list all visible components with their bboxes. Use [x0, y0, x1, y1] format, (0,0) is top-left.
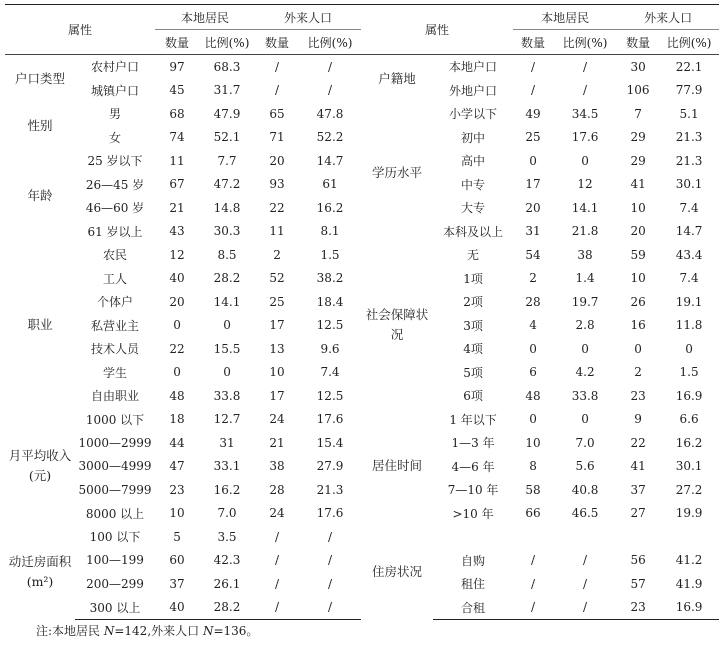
right-local-ratio: 5.6	[575, 459, 595, 474]
left-row-label: 1000 以下	[85, 412, 145, 427]
right-row-label: 初中	[461, 130, 486, 145]
right-local-count: /	[531, 83, 536, 98]
right-local-count: 2	[529, 271, 537, 286]
right-row-label: >10 年	[452, 506, 494, 521]
right-local-ratio	[553, 525, 617, 549]
left-row-label: 技术人员	[91, 342, 140, 357]
right-migrant-ratio: 1.5	[679, 365, 699, 380]
right-local-count: 10	[525, 435, 541, 450]
left-row-label: 1000—2999	[78, 435, 152, 450]
right-migrant-header: 外来人口	[617, 5, 719, 30]
right-row-label: 1项	[463, 271, 483, 286]
right-migrant-count: 23	[617, 596, 659, 620]
left-migrant-header: 外来人口	[255, 5, 361, 30]
left-migrant-ratio: 52.2	[316, 130, 344, 145]
right-row-label: 6项	[463, 389, 483, 404]
table-row	[5, 525, 719, 549]
left-local-ratio: 15.5	[213, 341, 241, 356]
survey-table	[5, 4, 719, 620]
right-local-header: 本地居民	[513, 5, 617, 30]
right-local-count: 0	[529, 153, 537, 168]
right-row-label: 1—3 年	[451, 436, 495, 451]
left-migrant-ratio: 38.2	[316, 271, 344, 286]
left-migrant-count: /	[275, 529, 280, 544]
left-local-ratio: 52.1	[213, 130, 241, 145]
left-local-ratio: 8.5	[217, 247, 237, 262]
left-migrant-ratio: 1.5	[320, 247, 340, 262]
note-migrant-n-value: =136。	[213, 624, 259, 638]
left-row-label: 农民	[103, 248, 128, 263]
left-row-label: 女	[109, 130, 122, 145]
right-row-label: 4项	[463, 342, 483, 357]
left-local-count: 37	[169, 576, 185, 591]
left-local-ratio: 47.2	[213, 177, 241, 192]
left-migrant-ratio: 15.4	[316, 435, 344, 450]
left-migrant-count: 20	[269, 153, 285, 168]
left-local-ratio: 3.5	[217, 529, 237, 544]
right-local-ratio: 7.0	[575, 435, 595, 450]
right-local-count: /	[531, 553, 536, 568]
left-row-label: 300 以上	[75, 596, 155, 620]
left-row-label: 3000—4999	[78, 459, 152, 474]
left-row-label: 100 以下	[89, 530, 141, 545]
note-local-n-value: =142,外来人口	[114, 624, 203, 638]
right-migrant-count: 27	[630, 506, 646, 521]
left-group-label: 月平均收入(元)	[8, 448, 72, 484]
left-local-count: 47	[169, 459, 185, 474]
left-migrant-count: 17	[269, 318, 285, 333]
right-local-ratio: 4.2	[575, 365, 595, 380]
right-migrant-ratio-header: 比例(%)	[659, 30, 719, 55]
left-migrant-count: /	[275, 553, 280, 568]
right-row-label	[433, 525, 513, 549]
left-local-ratio: 33.8	[213, 388, 241, 403]
right-migrant-ratio: 27.2	[675, 482, 703, 497]
right-local-count: 58	[525, 482, 541, 497]
right-group-label: 户籍地	[378, 70, 416, 86]
left-migrant-ratio: /	[328, 83, 333, 98]
right-local-count: 4	[529, 318, 537, 333]
right-row-label: 2项	[463, 295, 483, 310]
left-attr-header: 属性	[5, 5, 155, 55]
right-local-count: 8	[529, 459, 537, 474]
left-local-ratio-header: 比例(%)	[199, 30, 255, 55]
right-migrant-ratio: 41.2	[675, 553, 703, 568]
left-row-label: 46—60 岁	[85, 201, 145, 216]
left-migrant-ratio: 9.6	[320, 341, 340, 356]
right-migrant-count: 10	[630, 200, 646, 215]
left-migrant-count: /	[275, 576, 280, 591]
left-local-count: 68	[169, 106, 185, 121]
right-local-ratio: /	[583, 83, 588, 98]
table-row	[5, 55, 719, 79]
left-migrant-ratio: 12.5	[316, 318, 344, 333]
left-group-label: 动迁房面积(m²)	[8, 554, 72, 590]
left-local-ratio: 0	[223, 318, 231, 333]
left-migrant-count: 93	[269, 177, 285, 192]
right-row-label: 自购	[461, 553, 486, 568]
left-group-label: 户口类型	[14, 70, 65, 86]
right-local-ratio: 38	[577, 247, 593, 262]
right-migrant-count: 0	[634, 341, 642, 356]
right-local-count: 48	[525, 388, 541, 403]
right-row-label: 4—6 年	[451, 459, 495, 474]
right-migrant-count: 29	[630, 153, 646, 168]
right-local-ratio: /	[583, 576, 588, 591]
left-row-label: 学生	[103, 365, 128, 380]
right-migrant-count: 26	[630, 294, 646, 309]
left-local-count: 23	[169, 482, 185, 497]
left-group-label: 年龄	[27, 188, 53, 203]
right-migrant-count: 30	[630, 59, 646, 74]
right-local-count	[513, 525, 553, 549]
right-migrant-ratio	[659, 525, 719, 549]
right-local-count: 66	[525, 506, 541, 521]
left-local-count: 45	[169, 83, 185, 98]
right-local-ratio: /	[583, 59, 588, 74]
left-row-label: 200—299	[86, 576, 144, 591]
left-migrant-count: 21	[269, 435, 285, 450]
table-note	[36, 622, 258, 639]
left-local-ratio: 16.2	[213, 482, 241, 497]
right-local-count: 20	[525, 200, 541, 215]
left-migrant-ratio: 17.6	[316, 506, 344, 521]
right-migrant-ratio: 77.9	[675, 83, 703, 98]
left-row-label: 8000 以上	[85, 506, 145, 521]
left-local-ratio: 42.3	[213, 553, 241, 568]
table-body	[5, 5, 719, 620]
right-local-ratio-header: 比例(%)	[553, 30, 617, 55]
right-row-label: 5项	[463, 365, 483, 380]
right-local-ratio: 40.8	[571, 482, 599, 497]
left-migrant-ratio-header: 比例(%)	[299, 30, 361, 55]
left-migrant-ratio: 61	[322, 177, 338, 192]
right-migrant-ratio: 16.9	[659, 596, 719, 620]
right-migrant-count: 20	[630, 224, 646, 239]
right-local-ratio: 0	[581, 412, 589, 427]
right-local-count: 0	[529, 412, 537, 427]
right-migrant-ratio: 22.1	[675, 59, 703, 74]
left-migrant-count: 24	[269, 412, 285, 427]
left-migrant-count: 17	[269, 388, 285, 403]
left-migrant-count: 52	[269, 271, 285, 286]
left-migrant-count: 28	[269, 482, 285, 497]
right-migrant-ratio: 21.3	[675, 153, 703, 168]
right-migrant-count: 29	[630, 130, 646, 145]
table-row	[5, 243, 719, 267]
left-row-label: 农村户口	[91, 60, 140, 75]
right-local-ratio: 46.5	[571, 506, 599, 521]
right-migrant-count: 2	[634, 365, 642, 380]
right-local-count: 54	[525, 247, 541, 262]
right-migrant-count: 10	[630, 271, 646, 286]
left-local-ratio: 30.3	[213, 224, 241, 239]
left-local-ratio: 12.7	[213, 412, 241, 427]
right-local-count: 25	[525, 130, 541, 145]
left-local-count: 0	[173, 365, 181, 380]
left-local-ratio: 31.7	[213, 83, 241, 98]
left-migrant-count: 65	[269, 106, 285, 121]
left-local-count: 48	[169, 388, 185, 403]
left-local-ratio: 31	[219, 435, 235, 450]
right-local-ratio: 14.1	[571, 200, 599, 215]
right-row-label: 无	[467, 248, 480, 263]
left-local-ratio: 28.2	[199, 596, 255, 620]
right-group-label: 居住时间	[372, 458, 423, 474]
left-row-label: 26—45 岁	[85, 177, 145, 192]
right-migrant-ratio: 5.1	[679, 106, 699, 121]
right-migrant-count: 16	[630, 318, 646, 333]
left-local-count: 11	[169, 153, 185, 168]
right-local-ratio: 2.8	[575, 318, 595, 333]
left-migrant-ratio: 47.8	[316, 106, 344, 121]
left-migrant-ratio: 21.3	[316, 482, 344, 497]
left-local-ratio: 47.9	[213, 106, 241, 121]
right-local-count: /	[531, 576, 536, 591]
right-migrant-count: 9	[634, 412, 642, 427]
left-migrant-ratio: 16.2	[316, 200, 344, 215]
left-local-count: 40	[169, 271, 185, 286]
right-local-count: /	[531, 59, 536, 74]
right-migrant-ratio: 6.6	[679, 412, 699, 427]
left-migrant-count: 13	[269, 341, 285, 356]
left-migrant-ratio: /	[328, 553, 333, 568]
left-migrant-count: 10	[269, 365, 285, 380]
left-local-count-header: 数量	[155, 30, 199, 55]
right-migrant-ratio: 41.9	[675, 576, 703, 591]
left-local-count: 43	[169, 224, 185, 239]
right-row-label: 租住	[461, 577, 486, 592]
left-local-count: 40	[155, 596, 199, 620]
left-local-ratio: 28.2	[213, 271, 241, 286]
right-local-ratio: 21.8	[571, 224, 599, 239]
note-local-n-label: N	[103, 624, 115, 638]
left-group-label: 性别	[27, 117, 53, 133]
left-local-ratio: 14.8	[213, 200, 241, 215]
left-local-header: 本地居民	[155, 5, 255, 30]
right-migrant-count: 23	[630, 388, 646, 403]
left-migrant-count: 71	[269, 130, 285, 145]
left-migrant-count: 25	[269, 294, 285, 309]
left-local-ratio: 68.3	[213, 59, 241, 74]
right-migrant-ratio: 0	[685, 341, 693, 356]
right-group-label: 住房状况	[372, 564, 423, 580]
right-migrant-count: 106	[626, 83, 650, 98]
left-migrant-ratio: 7.4	[320, 365, 340, 380]
left-migrant-ratio: /	[328, 59, 333, 74]
left-migrant-ratio: /	[328, 529, 333, 544]
left-row-label: 5000—7999	[78, 482, 152, 497]
right-migrant-ratio: 30.1	[675, 177, 703, 192]
left-local-ratio: 14.1	[213, 294, 241, 309]
right-local-ratio: /	[553, 596, 617, 620]
right-row-label: 大专	[461, 201, 486, 216]
left-migrant-count: 24	[269, 506, 285, 521]
header-row-1	[5, 5, 719, 30]
right-row-label: 1 年以下	[449, 412, 497, 427]
left-local-count: 0	[173, 318, 181, 333]
right-migrant-count: 41	[630, 177, 646, 192]
left-migrant-count-header: 数量	[255, 30, 299, 55]
left-migrant-ratio: 17.6	[316, 412, 344, 427]
table-row	[5, 102, 719, 126]
right-local-count-header: 数量	[513, 30, 553, 55]
right-migrant-ratio: 19.1	[675, 294, 703, 309]
right-group-label: 学历水平	[372, 164, 423, 180]
right-local-ratio: 34.5	[571, 106, 599, 121]
right-migrant-ratio: 16.2	[675, 435, 703, 450]
right-migrant-count: 59	[630, 247, 646, 262]
right-migrant-ratio: 14.7	[675, 224, 703, 239]
right-local-ratio: 19.7	[571, 294, 599, 309]
left-migrant-ratio: 27.9	[316, 459, 344, 474]
left-local-ratio: 7.7	[217, 153, 237, 168]
right-migrant-ratio: 19.9	[675, 506, 703, 521]
right-local-ratio: 12	[577, 177, 593, 192]
right-row-label: 小学以下	[449, 107, 498, 122]
left-local-ratio: 0	[223, 365, 231, 380]
left-local-ratio: 26.1	[213, 576, 241, 591]
left-local-count: 20	[169, 294, 185, 309]
right-row-label: 高中	[461, 154, 486, 169]
left-row-label: 100—199	[86, 553, 144, 568]
left-local-count: 18	[169, 412, 185, 427]
left-migrant-count: /	[255, 596, 299, 620]
left-migrant-count: 38	[269, 459, 285, 474]
table-row	[5, 408, 719, 432]
right-migrant-count: 56	[630, 553, 646, 568]
left-row-label: 个体户	[97, 295, 134, 310]
left-migrant-ratio: /	[328, 576, 333, 591]
right-attr-header: 属性	[361, 5, 513, 55]
left-row-label: 男	[109, 107, 122, 122]
left-migrant-ratio: 8.1	[320, 224, 340, 239]
left-migrant-count: 2	[273, 247, 281, 262]
right-local-ratio: /	[583, 553, 588, 568]
right-row-label: 中专	[461, 177, 486, 192]
right-row-label: 外地户口	[449, 83, 498, 98]
left-row-label: 城镇户口	[91, 83, 140, 98]
left-migrant-ratio: 18.4	[316, 294, 344, 309]
left-local-count: 21	[169, 200, 185, 215]
left-row-label: 私营业主	[91, 318, 140, 333]
note-migrant-n-label: N	[202, 624, 214, 638]
left-local-count: 44	[169, 435, 185, 450]
right-group-label: 社会保障状况	[365, 307, 429, 343]
right-row-label: 本科及以上	[443, 224, 504, 239]
right-migrant-ratio: 43.4	[675, 247, 703, 262]
right-local-count: 0	[529, 341, 537, 356]
left-migrant-ratio: 14.7	[316, 153, 344, 168]
right-migrant-ratio: 30.1	[675, 459, 703, 474]
right-local-ratio: 1.4	[575, 271, 595, 286]
right-row-label: 合租	[433, 596, 513, 620]
left-local-ratio: 33.1	[213, 459, 241, 474]
left-local-count: 97	[169, 59, 185, 74]
right-migrant-count: 7	[634, 106, 642, 121]
right-row-label: 7—10 年	[447, 483, 499, 498]
left-local-count: 10	[169, 506, 185, 521]
right-migrant-ratio: 7.4	[679, 200, 699, 215]
right-local-count: 28	[525, 294, 541, 309]
left-local-count: 74	[169, 130, 185, 145]
right-local-ratio: 33.8	[571, 388, 599, 403]
left-group-label: 职业	[27, 317, 53, 333]
right-local-count: 49	[525, 106, 541, 121]
right-migrant-ratio: 21.3	[675, 130, 703, 145]
right-row-label: 本地户口	[449, 60, 498, 75]
right-local-count: 17	[525, 177, 541, 192]
right-row-label: 3项	[463, 318, 483, 333]
note-prefix: 注:本地居民	[36, 624, 104, 638]
right-local-ratio: 17.6	[571, 130, 599, 145]
left-local-ratio: 7.0	[217, 506, 237, 521]
left-row-label: 25 岁以下	[87, 154, 143, 169]
left-migrant-ratio: 12.5	[316, 388, 344, 403]
left-local-count: 12	[169, 247, 185, 262]
right-local-ratio: 0	[581, 153, 589, 168]
right-migrant-ratio: 11.8	[675, 318, 703, 333]
right-migrant-count	[617, 525, 659, 549]
left-migrant-count: 22	[269, 200, 285, 215]
left-row-label: 61 岁以上	[87, 224, 143, 239]
right-migrant-ratio: 7.4	[679, 271, 699, 286]
right-migrant-count-header: 数量	[617, 30, 659, 55]
left-migrant-count: 11	[269, 224, 285, 239]
left-local-count: 5	[173, 529, 181, 544]
left-local-count: 67	[169, 177, 185, 192]
right-migrant-count: 57	[630, 576, 646, 591]
left-migrant-ratio: /	[299, 596, 361, 620]
right-local-count: 31	[525, 224, 541, 239]
left-local-count: 22	[169, 341, 185, 356]
right-migrant-count: 37	[630, 482, 646, 497]
left-row-label: 自由职业	[91, 389, 140, 404]
right-local-count: 6	[529, 365, 537, 380]
left-migrant-count: /	[275, 83, 280, 98]
left-migrant-count: /	[275, 59, 280, 74]
left-row-label: 工人	[103, 271, 128, 286]
right-migrant-ratio: 16.9	[675, 388, 703, 403]
right-local-count: /	[513, 596, 553, 620]
right-migrant-count: 41	[630, 459, 646, 474]
right-local-ratio: 0	[581, 341, 589, 356]
left-local-count: 60	[169, 553, 185, 568]
right-migrant-count: 22	[630, 435, 646, 450]
